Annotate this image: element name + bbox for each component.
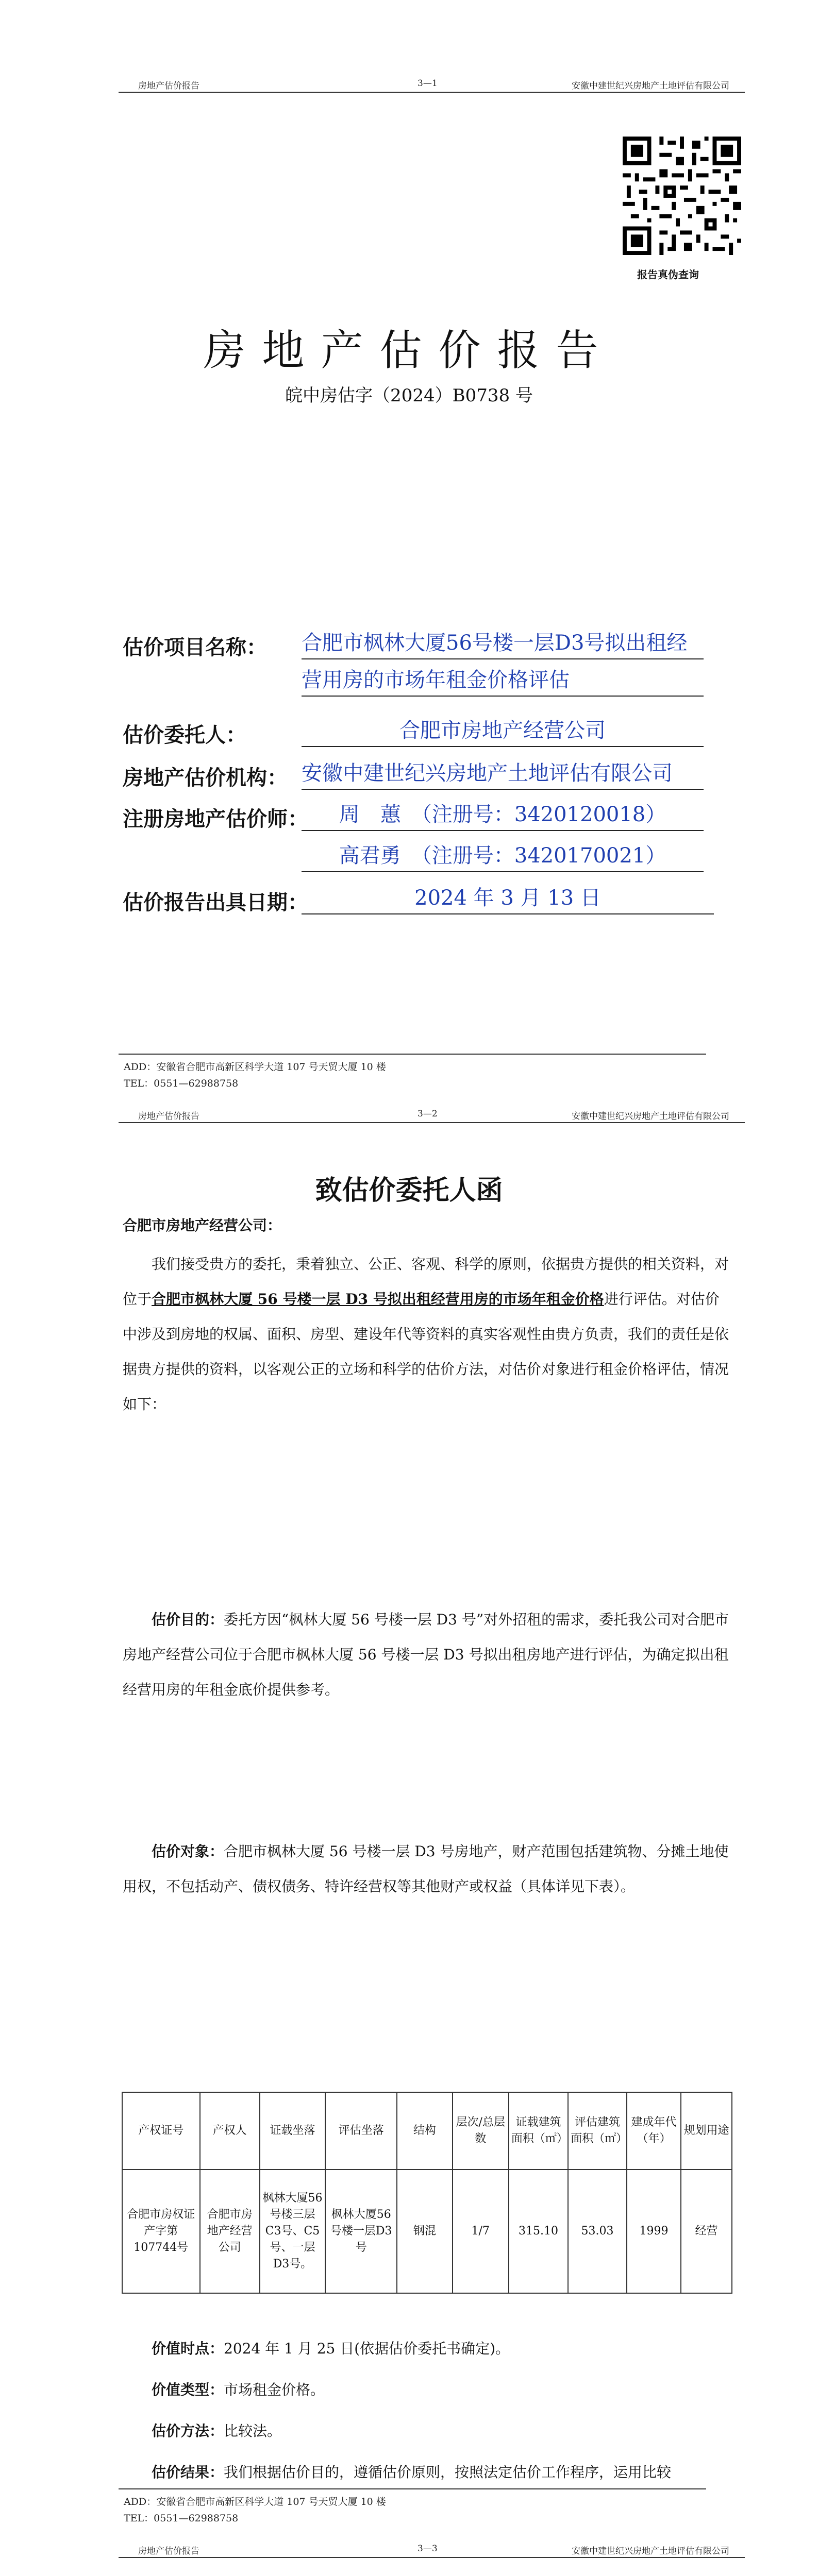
value-type-text: 市场租金价格。 (224, 2381, 325, 2398)
table-header-cell: 产权人 (200, 2092, 260, 2170)
letter-object (123, 1834, 731, 1904)
report-number: 皖中房估字（2024）B0738 号 (285, 385, 533, 406)
table-header-cell: 评估建筑面积（㎡） (568, 2092, 627, 2170)
report-title: 房地产估价报告 (203, 326, 615, 375)
table-row (122, 2170, 732, 2293)
footer-address: ADD：安徽省合肥市高新区科学大道 107 号天贸大厦 10 楼 (124, 1061, 386, 1073)
table-cell: 经营 (681, 2170, 732, 2293)
purpose-text: 委托方因“枫林大厦 56 号楼一层 D3 号”对外招租的需求，委托我公司对合肥市房地产经营公司位于合肥市枫林大厦 56 号楼一层 D3 号拟出租房地产进行评估，为确定拟出租经营用房的年租金底价提供参考。 (123, 1611, 729, 1698)
letter-value-type (123, 2372, 731, 2408)
table-header-cell: 证载坐落 (260, 2092, 326, 2170)
project-label: 估价项目名称： (123, 635, 267, 659)
table-header-cell: 规划用途 (681, 2092, 732, 2170)
letter-method (123, 2414, 731, 2449)
page-footer (119, 1054, 745, 1092)
page-header (119, 1108, 745, 1123)
header-page-number: 3—1 (418, 78, 438, 89)
footer-address: ADD：安徽省合肥市高新区科学大道 107 号天贸大厦 10 楼 (124, 2496, 386, 2507)
table-cell: 枫林大厦56号楼三层C3号、C5号、一层D3号。 (260, 2170, 326, 2293)
letter-result (123, 2455, 731, 2490)
letter-title: 致估价委托人函 (315, 1175, 503, 1206)
page-header (119, 77, 745, 93)
table-header-cell: 产权证号 (122, 2092, 200, 2170)
table-cell: 合肥市房地产经营公司 (200, 2170, 260, 2293)
agency-value: 安徽中建世纪兴房地产土地评估有限公司 (302, 758, 704, 790)
table-cell: 1/7 (453, 2170, 509, 2293)
result-label: 估价结果： (152, 2464, 224, 2481)
letter-purpose (123, 1602, 731, 1707)
text-span: 我们接受贵方的委托，秉着独立、公正、客观、科学的原则，依据贵方提供的相关资料，对位于 (123, 1256, 729, 1308)
table-cell: 枫林大厦56号楼一层D3号 (325, 2170, 397, 2293)
letter-paragraph-1 (123, 1247, 731, 1422)
object-label: 估价对象： (152, 1843, 224, 1860)
appraiser-2: 高君勇 （注册号：3420170021） (302, 840, 704, 872)
qr-caption: 报告真伪查询 (637, 268, 699, 281)
footer-tel: TEL：0551—62988758 (124, 1078, 239, 1089)
footer-rule (119, 2488, 706, 2489)
date-label: 估价报告出具日期： (123, 890, 308, 914)
appraiser-label: 注册房地产估价师： (123, 807, 308, 831)
header-page-number: 3—2 (418, 1109, 438, 1119)
header-page-number: 3—3 (418, 2544, 438, 2554)
purpose-label: 估价目的： (152, 1611, 224, 1628)
table-cell: 53.03 (568, 2170, 627, 2293)
table-header-cell: 证载建筑面积（㎡） (509, 2092, 568, 2170)
letter-addressee: 合肥市房地产经营公司： (123, 1217, 282, 1234)
table-header-row (122, 2092, 732, 2170)
text-span: 进行评估。对估价中涉及到房地的权属、面积、房型、建设年代等资料的真实客观性由贵方负责，我们的责任是依据贵方提供的资料，以客观公正的立场和科学的估价方法，对估价对象进行租金价格评估，情况如下： (123, 1291, 729, 1413)
table-header-cell: 层次/总层数 (453, 2092, 509, 2170)
table-header-cell: 建成年代（年） (627, 2092, 681, 2170)
date-value: 2024 年 3 月 13 日 (302, 883, 714, 914)
value-date-text: 2024 年 1 月 25 日(依据估价委托书确定)。 (224, 2340, 510, 2357)
qr-code-icon[interactable] (623, 137, 741, 255)
footer-rule (119, 1054, 706, 1055)
property-highlight: 合肥市枫林大厦 56 号楼一层 D3 号拟出租经营用房的市场年租金价格 (152, 1291, 604, 1308)
letter-value-date (123, 2331, 731, 2366)
client-label: 估价委托人： (123, 723, 246, 747)
value-date-label: 价值时点： (152, 2340, 224, 2357)
header-left: 房地产估价报告 (138, 81, 199, 91)
table-cell: 1999 (627, 2170, 681, 2293)
project-value-line2: 营用房的市场年租金价格评估 (302, 665, 704, 697)
page-footer (119, 2488, 745, 2527)
header-right: 安徽中建世纪兴房地产土地评估有限公司 (572, 81, 729, 91)
project-value-line1: 合肥市枫林大厦56号楼一层D3号拟出租经 (302, 628, 704, 659)
object-text: 合肥市枫林大厦 56 号楼一层 D3 号房地产，财产范围包括建筑物、分摊土地使用权，不包括动产、债权债务、特许经营权等其他财产或权益（具体详见下表）。 (123, 1843, 729, 1895)
table-header-cell: 评估坐落 (325, 2092, 397, 2170)
table-cell: 合肥市房权证产字第107744号 (122, 2170, 200, 2293)
appraiser-1: 周 蕙 （注册号：3420120018） (302, 799, 704, 831)
table-cell: 315.10 (509, 2170, 568, 2293)
header-right: 安徽中建世纪兴房地产土地评估有限公司 (572, 2546, 729, 2556)
result-text: 我们根据估价目的，遵循估价原则，按照法定估价工作程序，运用比较 (224, 2464, 672, 2481)
header-left: 房地产估价报告 (138, 1111, 199, 1122)
client-value: 合肥市房地产经营公司 (302, 715, 704, 747)
table-header-cell: 结构 (397, 2092, 452, 2170)
page-header (119, 2543, 745, 2558)
method-text: 比较法。 (224, 2422, 282, 2439)
agency-label: 房地产估价机构： (123, 766, 288, 790)
footer-tel: TEL：0551—62988758 (124, 2513, 239, 2524)
header-left: 房地产估价报告 (138, 2546, 199, 2556)
property-table (122, 2092, 732, 2294)
method-label: 估价方法： (152, 2422, 224, 2439)
header-right: 安徽中建世纪兴房地产土地评估有限公司 (572, 1111, 729, 1122)
value-type-label: 价值类型： (152, 2381, 224, 2398)
table-cell: 钢混 (397, 2170, 452, 2293)
